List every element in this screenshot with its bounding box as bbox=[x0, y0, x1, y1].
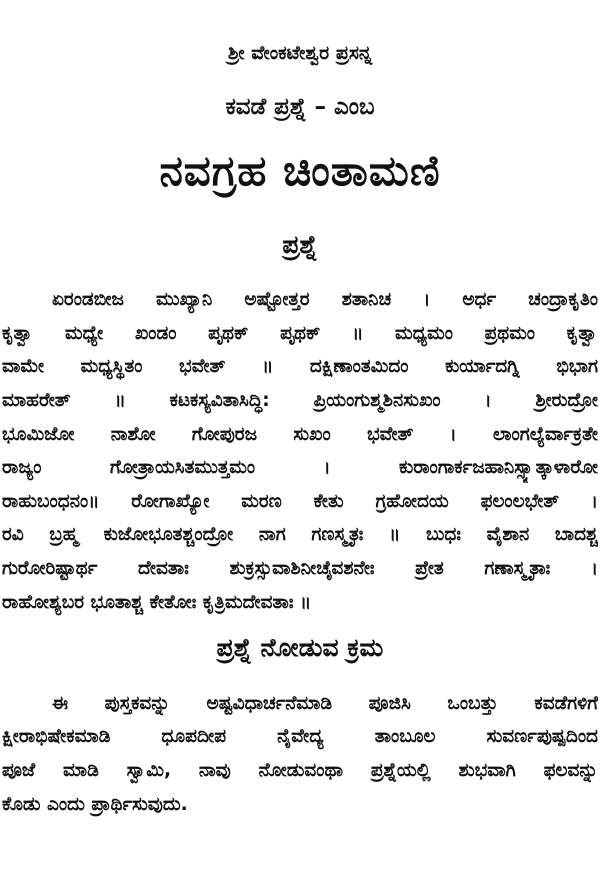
subtitle-line: ಕವಡೆ ಪ್ರಶ್ನೆ – ಎಂಬ bbox=[225, 94, 375, 120]
verse-line: ರಾಹುಬಂಧನಂ॥ ರೋಗಾಖ್ಯೋ ಮರಣ ಕೇತು ಗ್ರಹೋದಯ ಫಲಂಲಭೇತ್ । bbox=[2, 491, 598, 512]
paragraph-line: ಪೂಜೆ ಮಾಡಿ ಸ್ವಾಮಿ, ನಾವು ನೋಡುವಂಥಾ ಪ್ರಶ್ನೆಯಲ್ಲಿ ಶುಭವಾಗಿ ಫಲವನ್ನು bbox=[2, 760, 598, 781]
verse-line: ರವಿ ಬ್ರಹ್ಮ ಕುಜೋಭೂತಶ್ಚಂದ್ರೋ ನಾಗ ಗಣಸ್ಮೃತಃ ॥ ಬುಧಃ ವೈಶಾನ ಬಾದಶ್ಚ bbox=[2, 524, 598, 545]
page-title: ನವಗ್ರಹ ಚಿಂತಾಮಣಿ bbox=[159, 146, 441, 195]
paragraph-line: ಕ್ಷೀರಾಭಿಷೇಕಮಾಡಿ ಧೂಪದೀಪ ನೈವೇದ್ಯ ತಾಂಬೂಲ ಸುವರ್ಣಪುಷ್ಪದಿಂದ bbox=[2, 726, 598, 747]
verse-line: ರಾಜ್ಯಂ ಗೋತ್ರಾಯಸಿತಮುತ್ತಮಂ । ಕುರಾಂಗಾರ್ಕಜಹಾನಿಸ್ಸ್ಯಾತ್ಕಾಳಾರೋ bbox=[2, 457, 598, 478]
paragraph-line: ಕೊಡು ಎಂದು ಪ್ರಾರ್ಥಿಸುವುದು. bbox=[2, 794, 188, 815]
paragraph-line: ಈ ಪುಸ್ತಕವನ್ನು ಅಷ್ಟವಿಧಾರ್ಚನೆಮಾಡಿ ಪೂಜಿಸಿ ಒಂಬತ್ತು ಕವಡೆಗಳಿಗೆ bbox=[52, 693, 598, 714]
verse-line: ಕೃತ್ವಾ ಮಧ್ಯೇ ಖಂಡಂ ಪೃಥಕ್ ಪೃಥಕ್ ॥ ಮಧ್ಯಮಂ ಪ್ರಥಮಂ ಕೃತ್ವಾ bbox=[2, 323, 598, 344]
verse-line: ಭೂಮಿಜೋ ನಾಶೋ ಗೋಪುರಜ ಸುಖಂ ಭವೇತ್ । ಲಾಂಗಲ್ಯೆರ್ವಾಕ್ರತೇ bbox=[2, 424, 598, 445]
section-heading-prashne: ಪ್ರಶ್ನೆ bbox=[282, 230, 318, 259]
verse-line: ಗುರೋರಿಷ್ಟಾರ್ಥ ದೇವತಾಃ ಶುಕ್ರಸ್ಸುವಾಶಿನೀಚೈವಶನೇಃ ಪ್ರೇತ ಗಣಾಸ್ಮೃತಾಃ । bbox=[2, 558, 598, 579]
verse-line: ಮಾಹರೇತ್ ॥ ಕಟಕಸ್ಯವಿತಾಸಿದ್ಧಿ: ಪ್ರಿಯಂಗುಶ್ಮಶಿನಸುಖಂ । ಶ್ರೀರುದ್ರೋ bbox=[2, 390, 598, 411]
verse-line: ಏರಂಡಬೀಜ ಮುಖ್ಯಾನಿ ಅಷ್ಟೋತ್ತರ ಶತಾನಿಚ । ಅರ್ಧ ಚಂದ್ರಾಕೃತಿಂ bbox=[52, 289, 598, 310]
verse-line: ರಾಹೋಶ್ಯಬರ ಭೂತಾಶ್ಚ ಕೇತೋಃ ಕೃತ್ರಿಮದೇವತಾಃ ॥ bbox=[2, 592, 312, 613]
section-heading-method: ಪ್ರಶ್ನೆ ನೋಡುವ ಕ್ರಮ bbox=[216, 633, 384, 662]
invocation-line: ಶ್ರೀ ವೇಂಕಟೇಶ್ವರ ಪ್ರಸನ್ನ bbox=[227, 42, 373, 64]
verse-line: ವಾಮೇ ಮಧ್ಯಸ್ಥಿತಂ ಭವೇತ್ ॥ ದಕ್ಷಿಣಾಂತಮಿದಂ ಕುರ್ಯಾದಗ್ನಿ ಭಿಭಾಗ bbox=[2, 356, 598, 377]
